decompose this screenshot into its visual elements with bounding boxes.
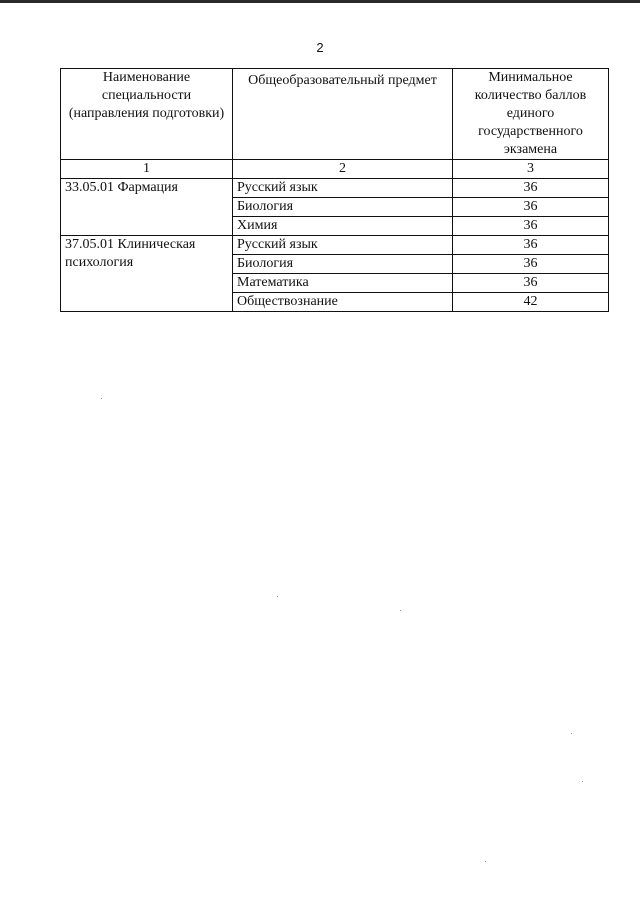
subject-name: Русский язык — [233, 179, 453, 198]
scan-speck — [101, 398, 102, 399]
column-number: 3 — [453, 160, 609, 179]
min-score: 36 — [453, 198, 609, 217]
column-number-row — [61, 160, 609, 179]
subject-name: Биология — [233, 255, 453, 274]
min-score: 42 — [453, 293, 609, 312]
scan-speck — [582, 781, 583, 782]
min-score: 36 — [453, 236, 609, 255]
column-number: 2 — [233, 160, 453, 179]
min-score: 36 — [453, 217, 609, 236]
scan-speck — [277, 596, 278, 597]
table-row — [61, 236, 609, 255]
header-specialty: Наименование специальности (направления подготовки) — [61, 69, 233, 160]
min-score: 36 — [453, 255, 609, 274]
table-header-row — [61, 69, 609, 160]
column-number: 1 — [61, 160, 233, 179]
exam-scores-table — [60, 68, 609, 312]
subject-name: Биология — [233, 198, 453, 217]
min-score: 36 — [453, 179, 609, 198]
header-subject: Общеобразовательный предмет — [233, 69, 453, 160]
subject-name: Математика — [233, 274, 453, 293]
specialty-name: 33.05.01 Фармация — [61, 179, 233, 236]
page-number: 2 — [316, 40, 324, 55]
scan-speck — [400, 610, 401, 611]
subject-name: Химия — [233, 217, 453, 236]
subject-name: Русский язык — [233, 236, 453, 255]
scan-speck — [485, 861, 486, 862]
specialty-name: 37.05.01 Клиническая психология — [61, 236, 233, 312]
table-row — [61, 179, 609, 198]
subject-name: Обществознание — [233, 293, 453, 312]
scan-speck — [571, 733, 572, 734]
min-score: 36 — [453, 274, 609, 293]
scan-top-edge — [0, 0, 640, 3]
header-min-score: Минимальное количество баллов единого государственного экзамена — [453, 69, 609, 160]
